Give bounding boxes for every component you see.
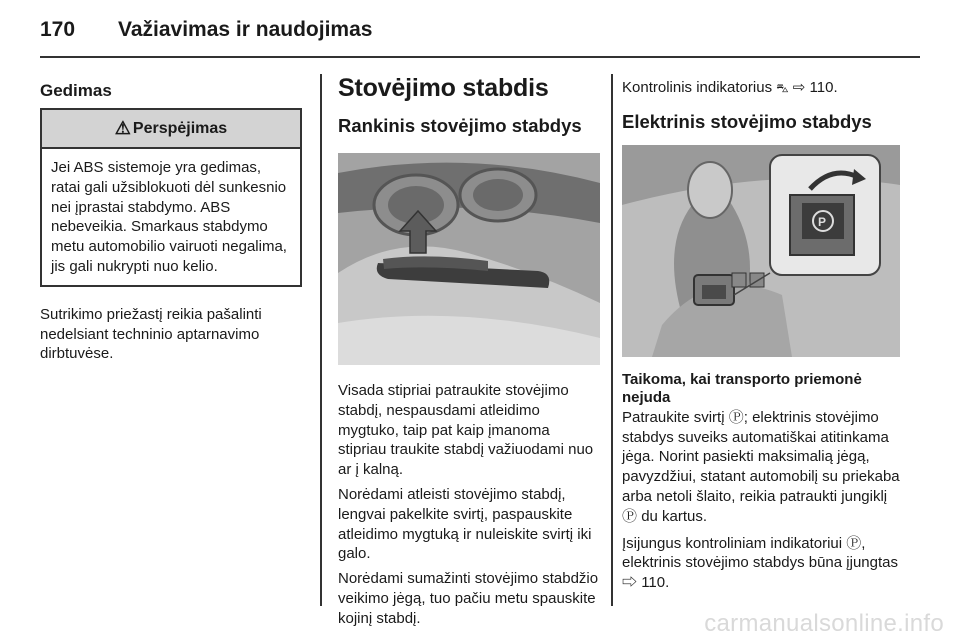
p2-page-ref[interactable]: 110.	[641, 574, 670, 592]
p2-text-b: , elektrinis stovėjimo stabdys būna įjungtas	[622, 534, 898, 572]
section-title-parking-brake: Stovėjimo stabdis	[338, 74, 549, 102]
warning-header	[42, 110, 300, 149]
chapter-title: Važiavimas ir naudojimas	[118, 18, 373, 41]
paragraph-electric-1	[622, 408, 902, 527]
warning-box	[40, 108, 302, 287]
paragraph-parking-2: Norėdami atleisti stovėjimo stabdį, lengvai pakelkite svirtį, paspauskite atleidimo mygtuką ir nuleiskite svirtį iki galo.	[338, 485, 592, 563]
manual-parking-brake-illustration	[338, 153, 600, 365]
subtitle-electric-parking-brake: Elektrinis stovėjimo stabdys	[622, 110, 872, 132]
parking-symbol-icon: Ⓟ	[728, 408, 744, 426]
column-2	[338, 70, 600, 629]
p1-text-b: ; elektrinis stovėjimo stabdys suveiks automatiškai atitinkama jėga. Norint pasiekti maksimalią jėgą, pavyzdžiui, statant automobilį su priekaba arba netoli šlaito, reikia patraukti jungiklį	[622, 408, 900, 505]
parking-symbol-icon-3: Ⓟ	[846, 534, 862, 552]
warning-title: Perspėjimas	[132, 119, 228, 137]
brake-indicator-icon: ⛍	[776, 81, 789, 95]
column-divider-1	[320, 74, 322, 606]
column-divider-2	[611, 74, 613, 606]
paragraph-parking-3: Norėdami sumažinti stovėjimo stabdžio veikimo jėgą, tuo pačiu metu spauskite kojinį stabdį.	[338, 570, 599, 627]
label-vehicle-stationary: Taikoma, kai transporto priemonė nejuda	[622, 370, 862, 407]
header-rule	[40, 56, 920, 58]
reference-arrow-icon: ⇨	[792, 79, 806, 96]
column-3	[622, 70, 902, 593]
electric-brake-switch-drawing	[622, 145, 900, 357]
watermark: carmanualsonline.info	[704, 610, 944, 637]
subtitle-manual-parking-brake: Rankinis stovėjimo stabdys	[338, 115, 582, 136]
column-1	[40, 70, 302, 364]
reference-arrow-icon-2: ⇨	[622, 574, 638, 592]
electric-parking-brake-illustration	[622, 145, 900, 357]
paragraph-parking-1: Visada stipriai patraukite stovėjimo stabdį, nespausdami atleidimo mygtuko, taip pat kaip įmanoma stipriau traukite stabdį važiuodami nuo ar į kalną.	[338, 382, 594, 479]
indicator-reference-line	[622, 78, 902, 99]
paragraph-sutrikimo: Sutrikimo priežastį reikia pašalinti nedelsiant techninio aptarnavimo dirbtuvėse.	[40, 305, 262, 363]
p1-text-c: du kartus.	[641, 507, 708, 525]
p2-text-a: Įsijungus kontroliniam indikatoriui	[622, 534, 843, 552]
paragraph-electric-2	[622, 534, 902, 593]
svg-text:P: P	[818, 214, 827, 229]
p1-text-a: Patraukite svirtį	[622, 408, 725, 426]
page-number: 170	[40, 18, 76, 41]
section-heading-gedimas: Gedimas	[40, 81, 112, 100]
parking-symbol-icon-2: Ⓟ	[622, 507, 638, 525]
warning-triangle-icon: ⚠	[114, 118, 131, 138]
indicator-page-ref[interactable]: 110.	[809, 79, 838, 96]
indicator-prefix: Kontrolinis indikatorius	[622, 79, 773, 96]
handbrake-lever-drawing	[338, 153, 600, 365]
warning-text: Jei ABS sistemoje yra gedimas, ratai gali užsiblokuoti dėl sunkesnio nei įprastai stabdymo. ABS nebeveikia. Smarkaus stabdymo metu automobilio vairuoti negalima, jis gali nukrypti nuo kelio.	[51, 159, 287, 275]
